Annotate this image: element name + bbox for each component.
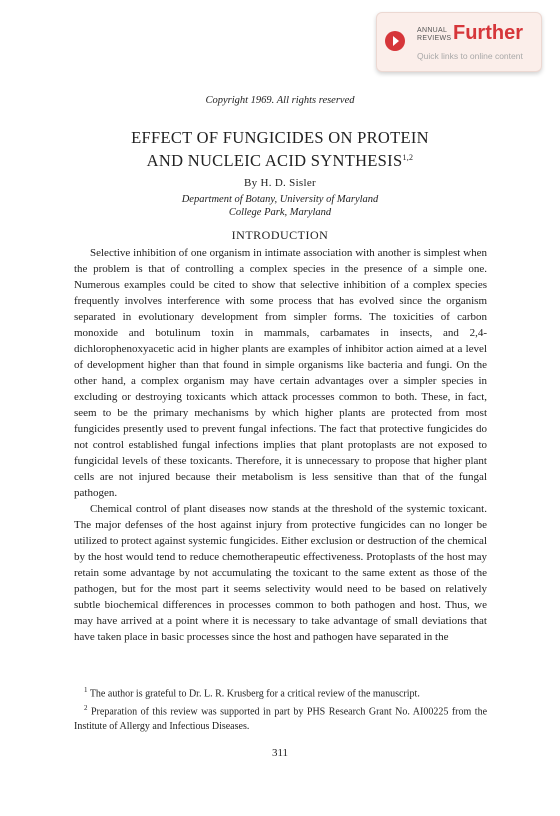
- paragraph: Chemical control of plant diseases now stands at the threshold of the systemic toxicant. The major defenses of the host against injury from protective fungicides can no longer be utilized to protect against systemic fungicides. Either exclusion or destruction of the chemical by the host would tend to reduce chemotherapeutic effectiveness. Protoplasts of the host may retain some advantage by not accumulating the toxicant to the same extent as those of the pathogen, but for the most part it seems selectivity would need to be based on relatively subtle biochemical differences in processes common to both pathogen and host. Thus, we may have arrived at a point where it is necessary to take advantage of small deviations that have taken place in basic processes since the host and pathogen have separated in the: [74, 503, 487, 643]
- author-affiliation: Department of Botany, University of Maryland College Park, Maryland: [181, 194, 379, 218]
- title-line-1: EFFECT OF FUNGICIDES ON PROTEIN: [131, 128, 429, 147]
- copyright-line: Copyright 1969. All rights reserved: [205, 95, 355, 106]
- further-subtitle: Quick links to online content: [417, 51, 523, 61]
- title-footnote-marks[interactable]: 1,2: [402, 153, 414, 162]
- author-byline: By H. D. Sisler: [243, 177, 317, 189]
- section-heading: INTRODUCTION: [231, 228, 329, 242]
- article-body: [74, 245, 487, 645]
- play-arrow-icon: [385, 31, 405, 51]
- footnote: $^1$ The author is grateful to Dr. L. R. Krusberg for a critical review of the manuscript.: [84, 686, 420, 700]
- title-line-2: AND NUCLEIC ACID SYNTHESIS$^{1,2}$: [146, 151, 414, 170]
- annual-reviews-logo: ANNUAL REVIEWS: [417, 27, 452, 42]
- further-brand: Further: [453, 22, 523, 44]
- paragraph: Selective inhibition of one organism in intimate association with another is simplest when the problem is that of controlling a complex species in the presence of a simple one. Numerous examples could be cited to show that selective inhibition of a complex species frequently involves interference with some process that has evolved since the organism separated in evolutionary development from simpler forms. The toxicities of carbon monoxide and botulinum toxin in mammals, carbamates in insects, and 2,4-dichlorophenoxyacetic acid in higher plants are examples of inhibitor action aimed at a level of development higher than that found in simple organisms like bacteria and fungi. On the other hand, a complex organism may have certain advantages over a simpler species in excluding or destroying toxicants which attack processes common to both. These, in fact, seem to be the primary mechanisms by which higher plants are protected from most fungicides presently used to prevent fungal infections. The fact that protective fungicides do not control established fungal infections implies that plant protoplasts are not exposed to fungicidal levels of these toxicants. Therefore, it is unnecessary to propose that higher plant cells are not injured because their metabolism is less sensitive than that of the fungal pathogen.: [74, 247, 487, 499]
- footnote: $^2$ Preparation of this review was supported in part by PHS Research Grant No. AI00225 from the Institute of Allergy and Infectious Diseases.: [74, 704, 488, 732]
- further-links-badge[interactable]: [376, 12, 542, 72]
- footnotes: [74, 683, 487, 734]
- page-number: 311: [271, 747, 289, 759]
- article-title: [0, 128, 560, 171]
